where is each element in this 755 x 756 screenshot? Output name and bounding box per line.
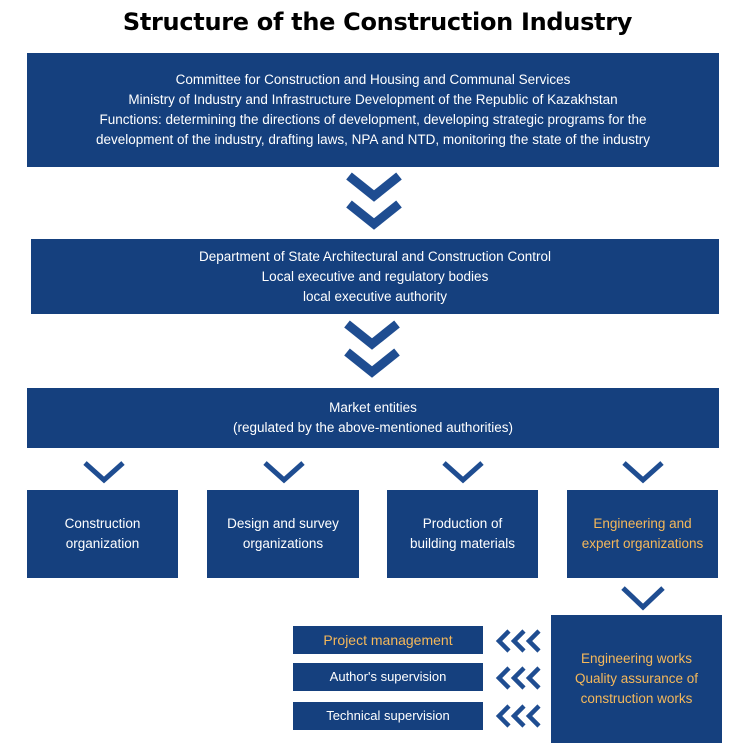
chevron-down-icon bbox=[620, 585, 666, 613]
department-line-1: Department of State Architectural and Construction Control bbox=[199, 248, 551, 264]
service-label: Author's supervision bbox=[329, 669, 447, 684]
service-label: Project management bbox=[323, 632, 453, 648]
entity-line: Design and survey bbox=[227, 516, 339, 531]
department-line-3: local executive authority bbox=[302, 288, 448, 304]
department-line-2: Local executive and regulatory bodies bbox=[261, 268, 489, 284]
page-title: Structure of the Construction Industry bbox=[122, 8, 633, 36]
authors-supervision-box bbox=[293, 663, 483, 691]
chevron-down-icon bbox=[621, 460, 665, 486]
engineering-line-3: construction works bbox=[580, 691, 693, 706]
engineering-line-1: Engineering works bbox=[580, 651, 693, 666]
entity-line: Construction bbox=[64, 516, 141, 531]
project-management-box bbox=[293, 626, 483, 654]
committee-line-2: Ministry of Industry and Infrastructure Development of the Republic of Kazakhstan bbox=[128, 92, 618, 107]
building-materials-box bbox=[387, 490, 538, 578]
technical-supervision-box bbox=[293, 702, 483, 730]
entity-line: building materials bbox=[409, 536, 516, 551]
chevron-down-icon bbox=[82, 460, 126, 486]
entity-line: Engineering and bbox=[593, 516, 692, 531]
entity-line: organizations bbox=[242, 536, 324, 551]
triple-chevron-left-icon bbox=[495, 704, 545, 728]
engineering-line-2: Quality assurance of bbox=[574, 671, 699, 686]
committee-line-1: Committee for Construction and Housing and Communal Services bbox=[175, 72, 571, 87]
service-label: Technical supervision bbox=[326, 708, 450, 723]
double-chevron-down-icon bbox=[345, 172, 403, 232]
double-chevron-down-icon bbox=[343, 320, 401, 380]
committee-line-4: development of the industry, drafting laws, NPA and NTD, monitoring the state of the industry bbox=[95, 132, 651, 147]
entity-line: Production of bbox=[422, 516, 503, 531]
engineering-expert-organizations-box bbox=[567, 490, 718, 578]
committee-box bbox=[27, 53, 719, 167]
chevron-down-icon bbox=[441, 460, 485, 486]
construction-organization-box bbox=[27, 490, 178, 578]
department-box bbox=[31, 239, 719, 314]
entity-line: organization bbox=[65, 536, 140, 551]
market-line-2: (regulated by the above-mentioned authorities) bbox=[233, 420, 513, 435]
triple-chevron-left-icon bbox=[495, 666, 545, 690]
design-survey-organizations-box bbox=[207, 490, 359, 578]
chevron-down-icon bbox=[262, 460, 306, 486]
entity-line: expert organizations bbox=[581, 536, 704, 551]
committee-line-3: Functions: determining the directions of development, developing strategic programs for the bbox=[99, 112, 647, 127]
market-entities-box bbox=[27, 388, 719, 448]
market-line-1: Market entities bbox=[329, 400, 417, 415]
triple-chevron-left-icon bbox=[495, 629, 545, 653]
engineering-works-box bbox=[551, 615, 722, 743]
